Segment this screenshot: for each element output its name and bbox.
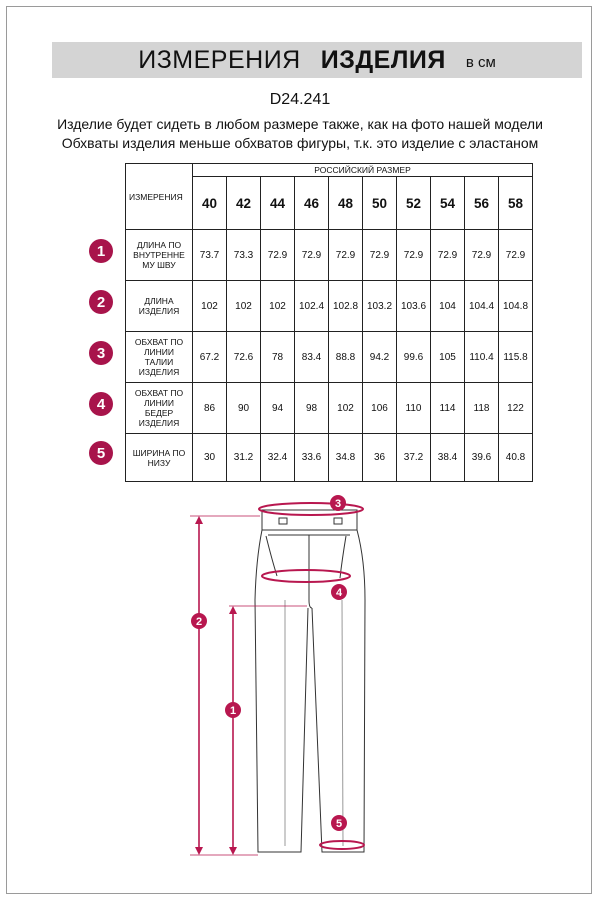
row-label-line: МУ ШВУ	[142, 260, 176, 270]
size-48: 48	[329, 177, 363, 230]
title-bold: ИЗДЕЛИЯ	[320, 45, 446, 74]
diagram-badge-1	[225, 702, 241, 718]
value-cell: 67.2	[193, 332, 227, 383]
row-label	[126, 230, 193, 281]
fly	[309, 535, 312, 608]
total-length-arrow-top	[195, 516, 203, 524]
table-row	[126, 230, 533, 281]
row-label-line: ДЛИНА	[144, 296, 174, 306]
size-40: 40	[193, 177, 227, 230]
size-50: 50	[363, 177, 397, 230]
svg-text:2: 2	[195, 616, 203, 628]
size-56: 56	[465, 177, 499, 230]
table-row	[126, 281, 533, 332]
row-badge-4: 4	[89, 392, 113, 416]
row-label-line: ОБХВАТ ПО	[134, 337, 184, 347]
row-label	[126, 434, 193, 482]
value-cell: 86	[193, 383, 227, 434]
hip-ellipse	[262, 570, 350, 582]
value-cell: 118	[465, 383, 499, 434]
value-cell: 103.6	[397, 281, 431, 332]
value-cell: 122	[499, 383, 533, 434]
value-cell: 72.9	[431, 230, 465, 281]
table-row	[126, 383, 533, 434]
measure-header: ИЗМЕРЕНИЯ	[126, 164, 193, 230]
row-label-line: ОБХВАТ ПО	[134, 388, 184, 398]
value-cell: 72.9	[329, 230, 363, 281]
trousers-diagram	[0, 490, 600, 890]
value-cell: 102	[193, 281, 227, 332]
row-label-line: ШИРИНА ПО	[132, 447, 186, 458]
value-cell: 105	[431, 332, 465, 383]
diagram-badge-2	[191, 613, 207, 629]
value-cell: 38.4	[431, 434, 465, 482]
row-label-line: ИЗДЕЛИЯ	[138, 367, 180, 377]
value-cell: 102	[227, 281, 261, 332]
row-label	[126, 332, 193, 383]
value-cell: 36	[363, 434, 397, 482]
row-label-line: ИЗДЕЛИЯ	[138, 418, 180, 428]
size-42: 42	[227, 177, 261, 230]
size-54: 54	[431, 177, 465, 230]
size-52: 52	[397, 177, 431, 230]
value-cell: 78	[261, 332, 295, 383]
value-cell: 72.9	[295, 230, 329, 281]
value-cell: 102	[261, 281, 295, 332]
value-cell: 37.2	[397, 434, 431, 482]
value-cell: 72.9	[397, 230, 431, 281]
waist-ellipse	[259, 503, 363, 515]
belt-loop-left	[279, 518, 287, 524]
value-cell: 94	[261, 383, 295, 434]
fit-note: Изделие будет сидеть в любом размере также, как на фото нашей модели	[57, 116, 543, 132]
value-cell: 32.4	[261, 434, 295, 482]
title-regular: ИЗМЕРЕНИЯ	[138, 45, 301, 74]
value-cell: 30	[193, 434, 227, 482]
right-leg-outline	[312, 530, 365, 852]
row-label-line: НИЗУ	[147, 457, 171, 468]
diagram-badge-5	[331, 815, 347, 831]
value-cell: 99.6	[397, 332, 431, 383]
article-number: D24.241	[269, 91, 331, 108]
value-cell: 72.9	[499, 230, 533, 281]
row-label-line: ЛИНИИ	[143, 398, 175, 408]
size-46: 46	[295, 177, 329, 230]
value-cell: 102.8	[329, 281, 363, 332]
row-label	[126, 383, 193, 434]
row-badge-1: 1	[89, 239, 113, 263]
title-bar	[52, 42, 582, 78]
value-cell: 110.4	[465, 332, 499, 383]
title-units: в см	[465, 53, 496, 71]
value-cell: 72.9	[465, 230, 499, 281]
value-cell: 33.6	[295, 434, 329, 482]
size-58: 58	[499, 177, 533, 230]
value-cell: 40.8	[499, 434, 533, 482]
inseam-arrow-bottom	[229, 847, 237, 855]
row-label-line: ЛИНИИ	[143, 347, 175, 357]
table-row	[126, 434, 533, 482]
row-label-line: БЕДЕР	[144, 408, 174, 418]
pocket-left	[266, 536, 277, 576]
value-cell: 103.2	[363, 281, 397, 332]
value-cell: 72.9	[261, 230, 295, 281]
svg-text:1: 1	[229, 705, 237, 717]
table-row	[126, 332, 533, 383]
row-badge-3: 3	[89, 341, 113, 365]
value-cell: 102.4	[295, 281, 329, 332]
total-length-arrow-bottom	[195, 847, 203, 855]
value-cell: 104.8	[499, 281, 533, 332]
value-cell: 114	[431, 383, 465, 434]
value-cell: 110	[397, 383, 431, 434]
row-badge-5: 5	[89, 441, 113, 465]
size-44: 44	[261, 177, 295, 230]
value-cell: 104.4	[465, 281, 499, 332]
row-label	[126, 281, 193, 332]
value-cell: 104	[431, 281, 465, 332]
svg-text:4: 4	[335, 587, 343, 599]
value-cell: 115.8	[499, 332, 533, 383]
diagram-badge-4	[331, 584, 347, 600]
value-cell: 73.7	[193, 230, 227, 281]
elastane-note: Обхваты изделия меньше обхватов фигуры, т.к. это изделие с эластаном	[61, 135, 539, 151]
value-cell: 34.8	[329, 434, 363, 482]
hem-ellipse	[320, 841, 364, 849]
row-label-line: ИЗДЕЛИЯ	[138, 306, 180, 316]
right-crease	[342, 600, 343, 846]
size-header: РОССИЙСКИЙ РАЗМЕР	[193, 164, 533, 177]
value-cell: 94.2	[363, 332, 397, 383]
value-cell: 72.6	[227, 332, 261, 383]
value-cell: 39.6	[465, 434, 499, 482]
value-cell: 102	[329, 383, 363, 434]
value-cell: 73.3	[227, 230, 261, 281]
row-label-line: ДЛИНА ПО	[136, 240, 182, 250]
diagram-badge-3	[330, 495, 346, 511]
row-badge-2: 2	[89, 290, 113, 314]
value-cell: 31.2	[227, 434, 261, 482]
svg-text:3: 3	[334, 498, 342, 510]
inseam-arrow-top	[229, 606, 237, 614]
value-cell: 98	[295, 383, 329, 434]
value-cell: 90	[227, 383, 261, 434]
row-label-line: ВНУТРЕННЕ	[133, 250, 185, 260]
value-cell: 106	[363, 383, 397, 434]
row-label-line: ТАЛИИ	[144, 357, 174, 367]
belt-loop-right	[334, 518, 342, 524]
value-cell: 88.8	[329, 332, 363, 383]
value-cell: 83.4	[295, 332, 329, 383]
size-table	[125, 163, 533, 482]
svg-text:5: 5	[335, 818, 343, 830]
value-cell: 72.9	[363, 230, 397, 281]
